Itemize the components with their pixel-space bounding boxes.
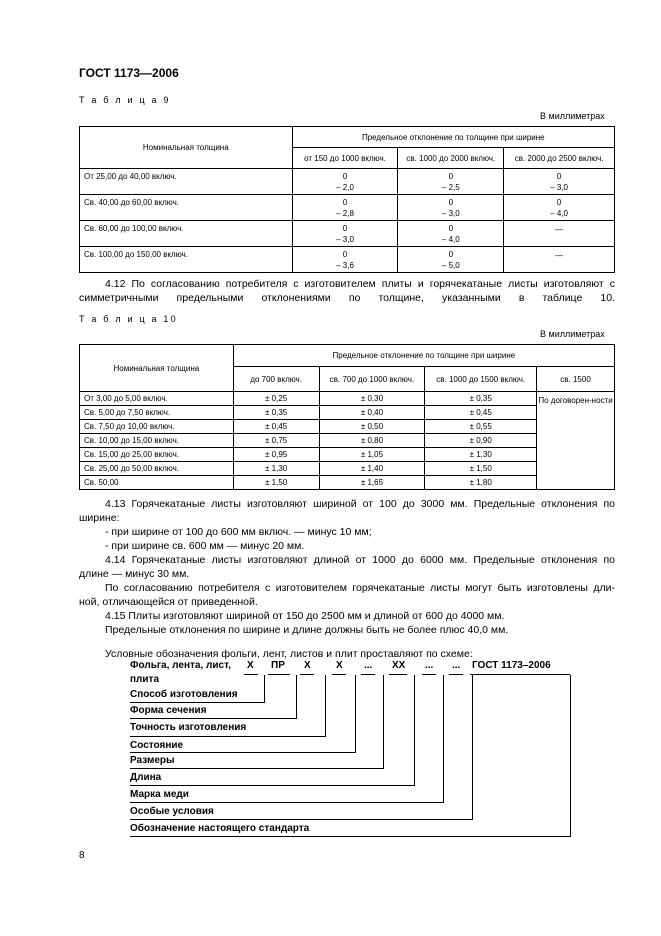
- scheme-product-name: Фольга, лента, лист,: [130, 660, 232, 671]
- scheme-token: Х: [336, 660, 343, 671]
- table10-col: св. 1500: [537, 367, 615, 392]
- table-row: Св. 10,00 до 15,00 включ. ± 0,75 ± 0,80 ± 0,90: [80, 434, 615, 448]
- table10-col: св. 1000 до 1500 включ.: [425, 367, 537, 392]
- scheme-item: Особые условия: [130, 806, 214, 817]
- table10-side-note: По договорен-ности: [537, 392, 615, 490]
- paragraph-4-15: 4.15 Плиты изготовляют шириной от 150 до 2500 мм и длиной от 600 до 4000 мм.: [105, 610, 505, 622]
- table-row: Св. 100,00 до 150,00 включ. 0 – 3,6 0 – 5,0 —: [80, 247, 615, 273]
- table-row: От 25,00 до 40,00 включ. 0 – 2,0 0 – 2,5 0 – 3,0: [80, 169, 615, 195]
- paragraph-scheme-intro: Условные обозначения фольги, лент, листов и плит проставляют по схеме:: [105, 648, 473, 660]
- table-row: Св. 25,00 до 50,00 включ. ± 1,30 ± 1,40 ± 1,50: [80, 462, 615, 476]
- scheme-item: Длина: [130, 772, 162, 783]
- scheme-token: ...: [425, 660, 434, 671]
- scheme-item: Состояние: [130, 740, 184, 751]
- table10-group-header: Предельное отклонение по толщине при ширине: [233, 345, 614, 367]
- paragraph-4-14: 4.14 Горячекатаные листы изготовляют длиной от 1000 до 6000 мм. Предельные отклонения по: [105, 554, 615, 566]
- scheme-token: Х: [247, 660, 254, 671]
- table10-col: св. 700 до 1000 включ.: [319, 367, 425, 392]
- table-row: Св. 15,00 до 25,00 включ. ± 0,95 ± 1,05 ± 1,30: [80, 448, 615, 462]
- table10-col: до 700 включ.: [233, 367, 319, 392]
- table-row: От 3,00 до 5,00 включ. ± 0,25 ± 0,30 ± 0,35 По договорен-ности: [80, 392, 615, 406]
- scheme-item: Способ изготовления: [130, 689, 238, 700]
- table-row: Св. 7,50 до 10,00 включ. ± 0,45 ± 0,50 ± 0,55: [80, 420, 615, 434]
- scheme-product-name-2: плита: [130, 674, 159, 685]
- table9-col: от 150 до 1000 включ.: [292, 148, 398, 169]
- paragraph-4-13-cont: ширине:: [79, 512, 120, 524]
- table-row: Св. 60,00 до 100,00 включ. 0 – 3,0 0 – 4,0 —: [80, 221, 615, 247]
- paragraph-4-14-cont: длине — минус 30 мм.: [79, 568, 190, 580]
- paragraph-agreement-cont: ной, отличающейся от приведенной.: [79, 596, 258, 608]
- table9-caption: Т а б л и ц а 9: [79, 95, 171, 105]
- scheme-token: Х: [304, 660, 311, 671]
- scheme-item: Марка меди: [130, 789, 189, 800]
- table-row: Св. 40,00 до 60,00 включ. 0 – 2,8 0 – 3,0 0 – 4,0: [80, 195, 615, 221]
- list-item: - при ширине от 100 до 600 мм включ. — минус 10 мм;: [105, 526, 372, 538]
- paragraph-limits: Предельные отклонения по ширине и длине должны быть не более плюс 40,0 мм.: [105, 624, 509, 636]
- scheme-item: Форма сечения: [130, 705, 207, 716]
- table-row: Св. 5,00 до 7,50 включ. ± 0,35 ± 0,40 ± 0,45: [80, 406, 615, 420]
- table9-col-header: Номинальная толщина: [80, 127, 293, 169]
- table9-col: св. 1000 до 2000 включ.: [398, 148, 504, 169]
- table9-group-header: Предельное отклонение по толщине при ширине: [292, 127, 614, 148]
- table9-col: св. 2000 до 2500 включ.: [504, 148, 615, 169]
- table10-col-header: Номинальная толщина: [80, 345, 234, 392]
- scheme-token: ...: [452, 660, 461, 671]
- scheme-token: ХХ: [392, 660, 406, 671]
- paragraph-agreement: По согласованию потребителя с изготовителем горячекатаные листы могут быть изготовлены дли-: [105, 582, 615, 594]
- scheme-token: ПР: [271, 660, 285, 671]
- paragraph-4-13: 4.13 Горячекатаные листы изготовляют шириной от 100 до 3000 мм. Предельные отклонения по: [105, 498, 615, 510]
- table10-caption: Т а б л и ц а 10: [79, 314, 178, 324]
- document-header: ГОСТ 1173—2006: [79, 66, 179, 80]
- list-item: - при ширине св. 600 мм — минус 20 мм.: [105, 540, 305, 552]
- table-row: Св. 50,00 ± 1,50 ± 1,65 ± 1,80: [80, 476, 615, 490]
- scheme-token: ...: [364, 660, 373, 671]
- page-number: 8: [79, 850, 85, 861]
- paragraph-4-12: 4.12 По согласованию потребителя с изготовителем плиты и горячекатаные листы изготовляют с симметричными предельными отклонениями по толщине, указанными в таблице 10.: [79, 278, 615, 304]
- scheme-item: Обозначение настоящего стандарта: [130, 823, 310, 834]
- table9-units: В миллиметрах: [540, 111, 605, 121]
- scheme-item: Размеры: [130, 755, 175, 766]
- table10-units: В миллиметрах: [540, 329, 605, 339]
- scheme-item: Точность изготовления: [130, 722, 247, 733]
- scheme-standard: ГОСТ 1173–2006: [472, 660, 551, 671]
